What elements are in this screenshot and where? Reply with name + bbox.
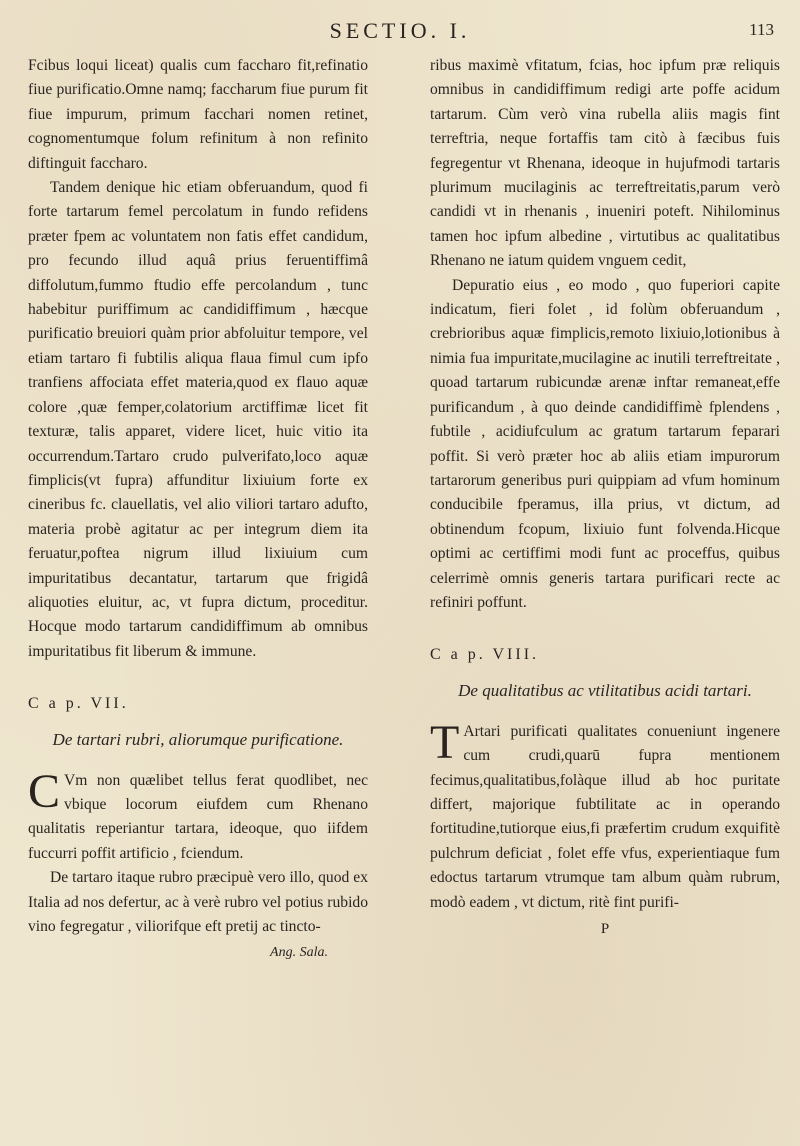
left-paragraph-3: [28, 764, 368, 867]
signature-mark: P: [600, 921, 610, 937]
left-column: [28, 54, 368, 966]
catchword: Ang. Sala.: [270, 945, 328, 961]
chapter-viii-title: De qualitatibus ac vtilitatibus acidi tartari.: [458, 680, 752, 700]
left-paragraph-1: Fcibus loqui liceat) qualis cum faccharo fit,refinatio fiue purificatio.Omne namq; faccharum fiue purum fit fiue impurum, primum facchari nomen retinet, cognomentumque folum refinitum à non refinito diftinguit faccharo.: [28, 57, 368, 172]
chapter-viii-label: C a p. VIII.: [430, 646, 540, 664]
dropcap-t: T: [430, 715, 460, 769]
chapter-vii-label: C a p. VII.: [28, 695, 129, 713]
right-paragraph-1: ribus maximè vfitatum, fcias, hoc ipfum præ reliquis omnibus in candidiffimum redigi arte poffe acidum tartarum. Cùm verò vina rubella aliis magis fint terreftria, neque fortaffis tam citò à fæcibus fuis fegregentur vt Rhenana, ideoque in hujufmodi tartaris plurimum mucilaginis ac terreftreitatis,parum verò candidi vt in rhenanis , inueniri poteft. Nihilominus tamen hoc ipfum albedine , virtutibus ac qualitatibus Rhenano ne iatum quidem vnguem cedit,: [430, 57, 780, 270]
right-column: [430, 54, 780, 941]
page-number: 113: [749, 20, 774, 39]
right-paragraph-3: [430, 715, 780, 915]
left-paragraph-3-text: Vm non quælibet tellus ferat quodlibet, nec vbique locorum eiufdem cum Rhenano qualitatis reperiantur tartara, ideoque, quo iifdem fuccurri poffit artificio , fciendum.: [28, 771, 368, 862]
dropcap-c: C: [28, 764, 61, 818]
running-head: SECTIO. I.: [329, 18, 471, 43]
right-paragraph-2: Depuratio eius , eo modo , quo fuperiori capite indicatum, fieri folet , id folùm obferuandum , crebrioribus aquæ fimplicis,remoto lixiuio,lotionibus à nimia fua impuritate,mucilagine ac inutili terreftreitate , quoad tartarum rubicundæ arenæ inftar remaneat,effe purificandum , à quo deinde candidiffimè fplendens , fubtile , acidiufculum ac gratum tartarum feparari poffit. Si verò præter hoc ab aliis etiam impurorum tartarorum generibus puri quippiam ad vfum hominum conducibile fperamus, illa prius, vt dictum, ad obtinendum fcopum, lixiuio funt folvenda.Hicque optimi ac certiffimi modi funt ac proceffus, quibus celerrimè omnis generis tartara purificari recte ac refiniri poffunt.: [430, 276, 780, 611]
chapter-vii-title: De tartari rubri, aliorumque purificatione.: [52, 729, 344, 749]
left-paragraph-4: De tartaro itaque rubro præcipuè vero illo, quod ex Italia ad nos defertur, ac à verè rubro vel potius rubido vino fegregatur , viliorifque eft pretij ac tincto-: [28, 869, 368, 935]
left-paragraph-2: Tandem denique hic etiam obferuandum, quod fi forte tartarum femel percolatum in fundo refidens præter fpem ac voluntatem non fatis effet candidum, pro fecundo illud aquâ prius feruentiffimâ diffolutum,fummo ftudio effe percolandum , tunc habebitur puriffimum ac candidiffimum , hæcque purificatio breuiori quàm prior abfoluitur tempore, vel etiam tartaro fi fubtilis aliqua flaua fimul cum ipfo tranfiens affociata effet materia,quod ex flauo aquæ colore ,quæ femper,colatorium arctiffimæ licet fit texturæ, talis apparet, videre licet, huic vitio ita occurrendum.Tartaro crudo pulverifato,loco aquæ fimplicis(vt fupra) affunditur lixiuium forte ex cineribus fc. clauellatis, vel alio viliori tartaro adufto, materia probè agitatur ac per integrum diem ita feruatur,poftea nigrum illud lixiuium cum impuritatibus decantatur, tartarum que frigidâ aliquoties eluitur, ac, vt fupra dictum, proceditur. Hocque modo tartarum candidiffimum ab omnibus impuritatibus fit liberum & immune.: [28, 179, 368, 660]
right-paragraph-3-text: Artari purificati qualitates conueniunt ingenere cum crudi,quarū fupra mentionem fecimus,qualitatibus,folàque illud ab hoc puritate differt, majorique fubtilitate ac in operando fortitudine,tutiorque eius,fi præfertim crudum exquifitè pulchrum deficiat , folet effe vfus, experientiaque fum edoctus tartarum vtrumque tam album quàm rubrum, modò eadem , vt dictum, ritè fint purifi-: [430, 722, 780, 911]
